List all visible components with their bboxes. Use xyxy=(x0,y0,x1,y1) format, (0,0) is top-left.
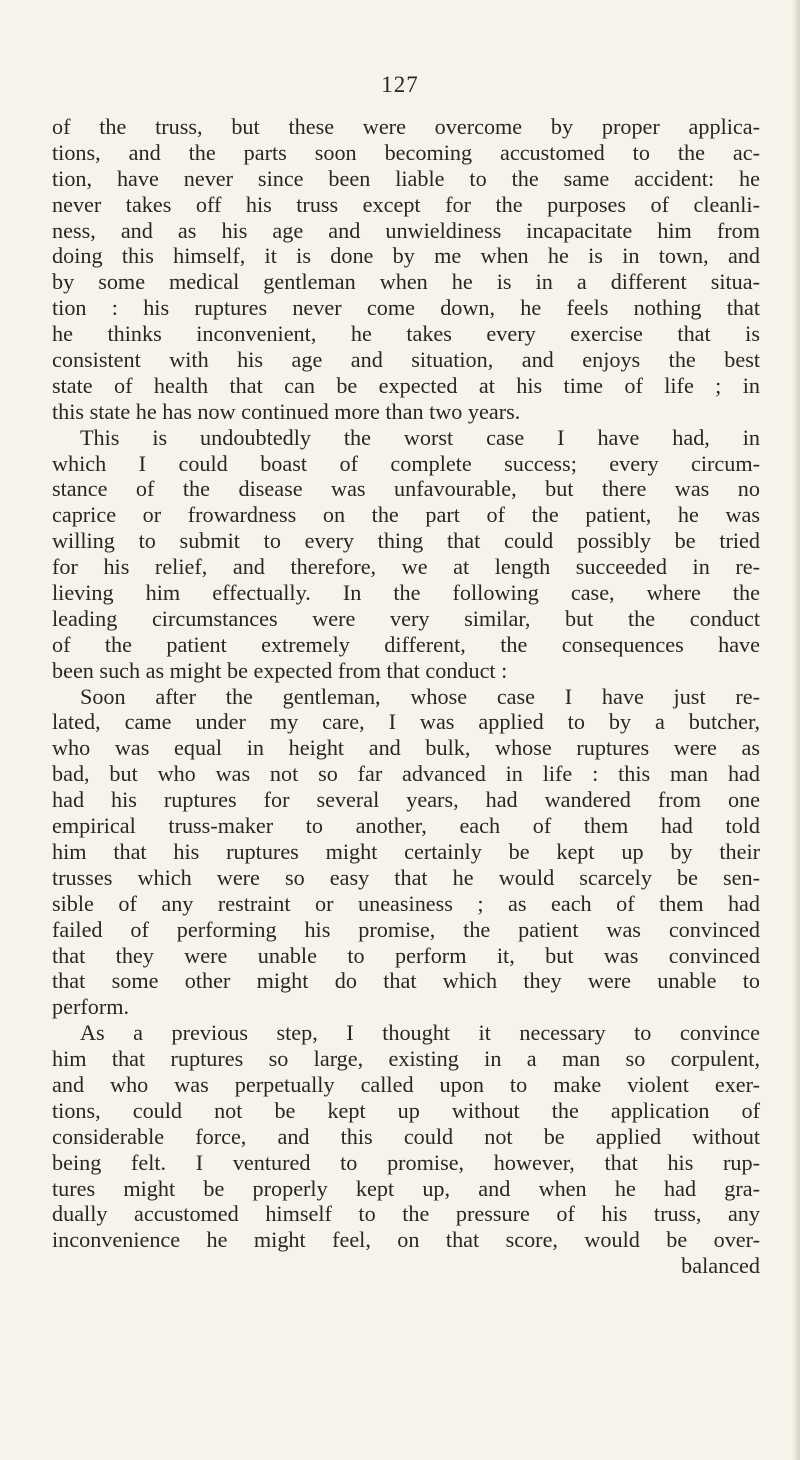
text-line: that some other might do that which they were unable to xyxy=(52,968,760,994)
text-line: leading circumstances were very similar, but the conduct xyxy=(52,605,760,631)
text-line: caprice or frowardness on the part of the patient, he was xyxy=(52,502,760,528)
text-line: this state he has now continued more than two years. xyxy=(52,398,521,424)
text-line: stance of the disease was unfavourable, but there was no xyxy=(52,476,760,502)
text-line: and who was perpetually called upon to make violent exer- xyxy=(52,1071,760,1097)
text-line: bad, but who was not so far advanced in life : this man had xyxy=(52,761,760,787)
text-line: tion, have never since been liable to the same accident: he xyxy=(52,165,760,191)
text-line: inconvenience he might feel, on that score, would be over- xyxy=(52,1227,760,1253)
text-line: ness, and as his age and unwieldiness incapacitate him from xyxy=(52,217,760,243)
text-line: sible of any restraint or uneasiness ; as each of them had xyxy=(52,890,760,916)
text-line: being felt. I ventured to promise, however, that his rup- xyxy=(52,1149,760,1175)
body-text xyxy=(52,114,760,1279)
text-line: doing this himself, it is done by me when he is in town, and xyxy=(52,243,760,269)
text-line: never takes off his truss except for the purposes of cleanli- xyxy=(52,191,760,217)
text-line: for his relief, and therefore, we at length succeeded in re- xyxy=(52,554,760,580)
page-edge-shadow xyxy=(792,0,800,1460)
text-line: had his ruptures for several years, had wandered from one xyxy=(52,787,760,813)
text-line: failed of performing his promise, the patient was convinced xyxy=(52,916,760,942)
text-line: empirical truss-maker to another, each of them had told xyxy=(52,813,760,839)
text-line: tion : his ruptures never come down, he feels nothing that xyxy=(52,295,760,321)
paragraph-start-line: As a previous step, I thought it necessary to convince xyxy=(80,1020,760,1046)
text-line: of the patient extremely different, the consequences have xyxy=(52,631,760,657)
text-line: been such as might be expected from that conduct : xyxy=(52,657,508,683)
text-line: perform. xyxy=(52,994,130,1020)
text-line: him that ruptures so large, existing in a man so corpulent, xyxy=(52,1046,760,1072)
text-line: that they were unable to perform it, but was convinced xyxy=(52,942,760,968)
text-line: willing to submit to every thing that could possibly be tried xyxy=(52,528,760,554)
text-line: which I could boast of complete success; every circum- xyxy=(52,450,760,476)
text-line: consistent with his age and situation, and enjoys the best xyxy=(52,347,760,373)
paragraph-start-line: Soon after the gentleman, whose case I have just re- xyxy=(80,683,760,709)
page-number: 127 xyxy=(381,72,419,97)
text-line: trusses which were so easy that he would scarcely be sen- xyxy=(52,864,760,890)
text-line: tures might be properly kept up, and when he had gra- xyxy=(52,1175,760,1201)
text-line: lieving him effectually. In the following case, where the xyxy=(52,580,760,606)
text-line: him that his ruptures might certainly be kept up by their xyxy=(52,838,760,864)
text-line: tions, could not be kept up without the application of xyxy=(52,1097,760,1123)
text-line: of the truss, but these were overcome by proper applica- xyxy=(52,114,760,139)
text-line: tions, and the parts soon becoming accustomed to the ac- xyxy=(52,139,760,165)
text-line: considerable force, and this could not be applied without xyxy=(52,1123,760,1149)
text-line: by some medical gentleman when he is in a different situa- xyxy=(52,269,760,295)
text-line: state of health that can be expected at his time of life ; in xyxy=(52,372,760,398)
text-line: he thinks inconvenient, he takes every exercise that is xyxy=(52,321,760,347)
text-line: lated, came under my care, I was applied to by a butcher, xyxy=(52,709,760,735)
text-line: who was equal in height and bulk, whose ruptures were as xyxy=(52,735,760,761)
catchword: balanced xyxy=(681,1253,760,1279)
paragraph-start-line: This is undoubtedly the worst case I have had, in xyxy=(80,424,760,450)
text-line: dually accustomed himself to the pressure of his truss, any xyxy=(52,1201,760,1227)
